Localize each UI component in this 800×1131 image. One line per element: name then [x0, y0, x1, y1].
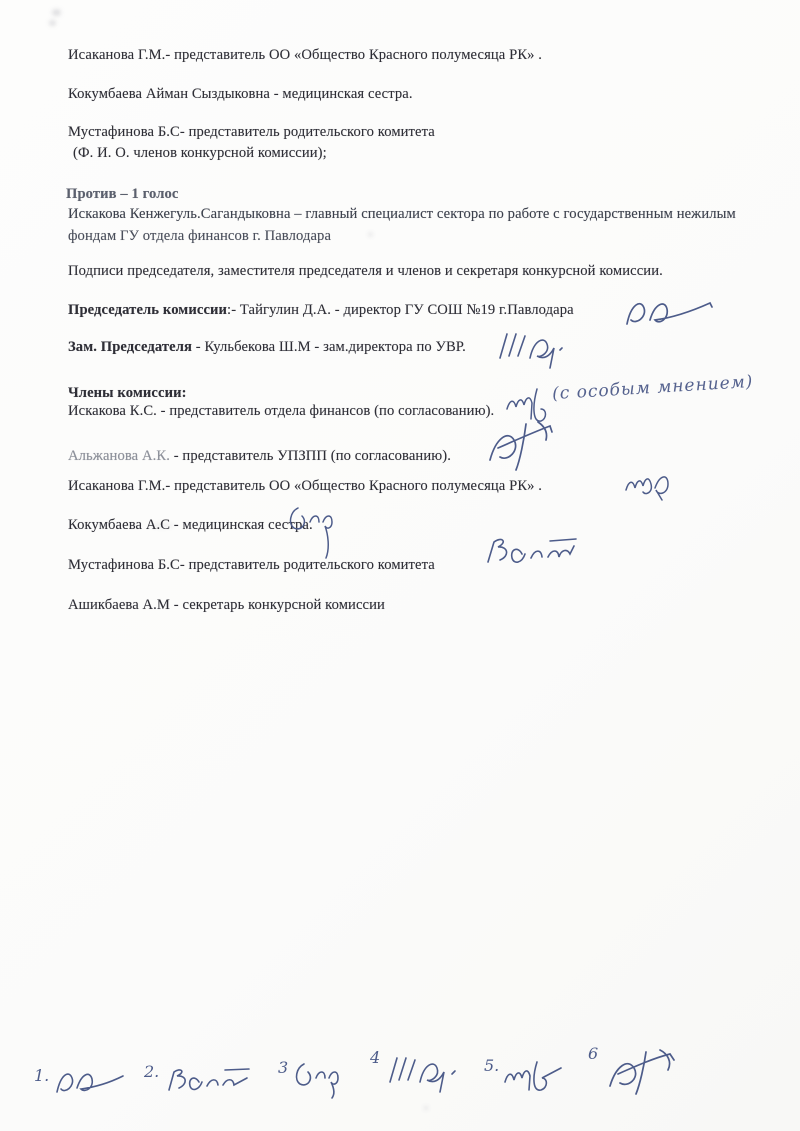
bottom-signature-6-mark: [600, 1044, 690, 1098]
against-line2: фондам ГУ отдела финансов г. Павлодара: [68, 228, 332, 244]
line-isakanova: Исаканова Г.М.- представитель ОО «Общество Красного полумесяца РК» .: [68, 478, 543, 494]
bottom-signature-6: [588, 1044, 690, 1098]
alzhanova-rest: - представитель УПЗПП (по согласованию).: [169, 448, 451, 464]
bottom-signature-3: [278, 1058, 356, 1100]
bottom-signature-3-mark: [290, 1058, 356, 1100]
bottom-signature-1-mark: [51, 1066, 127, 1102]
handwritten-note-special-opinion: (с особым мнением): [551, 371, 754, 405]
bottom-signature-2-number: 2.: [144, 1062, 160, 1081]
bottom-signature-6-number: 6: [588, 1044, 599, 1063]
deputy-text: - Кульбекова Ш.М - зам.директора по УВР.: [192, 339, 466, 355]
bottom-signature-2: [144, 1062, 253, 1098]
scan-smudge: [368, 232, 373, 237]
scan-smudge: [52, 9, 61, 16]
deputy-label: Зам. Председателя: [68, 339, 193, 355]
chairman-label: Председатель комиссии: [68, 302, 228, 318]
bottom-signature-5: [484, 1056, 571, 1098]
bottom-signature-4-mark: [382, 1048, 466, 1098]
line-kokumbaeva-top: Кокумбаева Айман Сыздыковна - медицинская сестра.: [68, 86, 413, 102]
signature-mustafinova: [478, 532, 582, 576]
signature-deputy: [492, 326, 572, 372]
bottom-signature-1-number: 1.: [34, 1066, 50, 1085]
bottom-signature-4-number: 4: [370, 1048, 381, 1067]
line-ashikbaeva: Ашикбаева А.М - секретарь конкурсной комиссии: [68, 597, 385, 613]
signature-chairman: [620, 294, 716, 338]
against-line1: Искакова Кенжегуль.Сагандыковна – главный специалист сектора по работе с государственным нежилым: [68, 206, 736, 222]
line-fio-note: (Ф. И. О. членов конкурсной комиссии);: [73, 145, 327, 161]
signature-alzhanova: [482, 416, 558, 474]
line-alzhanova: [68, 447, 451, 466]
bottom-signature-1: [34, 1066, 127, 1102]
chairman-text: :- Тайгулин Д.А. - директор ГУ СОШ №19 г.Павлодара: [227, 302, 574, 318]
signature-isakanova: [622, 466, 674, 504]
bottom-signature-4: [370, 1048, 466, 1098]
bottom-signature-5-mark: [501, 1056, 571, 1098]
line-isakanova-top: Исаканова Г.М.- представитель ОО «Общество Красного полумесяца РК» .: [68, 47, 543, 63]
alzhanova-name: Альжанова А.К.: [68, 448, 170, 464]
line-deputy: [68, 338, 466, 357]
line-iskakova: Искакова К.С. - представитель отдела финансов (по согласованию).: [68, 403, 495, 419]
bottom-signature-5-number: 5.: [484, 1056, 500, 1075]
scan-smudge: [424, 1106, 428, 1110]
bottom-signature-2-mark: [161, 1062, 253, 1098]
members-heading: Члены комиссии:: [68, 385, 187, 401]
line-kokumbaeva: Кокумбаева А.С - медицинская сестра.: [68, 517, 313, 533]
against-heading: Против – 1 голос: [66, 186, 179, 202]
signature-kokumbaeva: [286, 500, 342, 562]
bottom-signature-3-number: 3: [278, 1058, 289, 1077]
signatures-intro: Подписи председателя, заместителя председателя и членов и секретаря конкурсной комиссии.: [68, 263, 663, 279]
line-mustafinova-top: Мустафинова Б.С- представитель родительского комитета: [68, 124, 435, 140]
scan-smudge: [49, 20, 56, 26]
line-chairman: [68, 301, 574, 320]
line-mustafinova: Мустафинова Б.С- представитель родительского комитета: [68, 557, 435, 573]
